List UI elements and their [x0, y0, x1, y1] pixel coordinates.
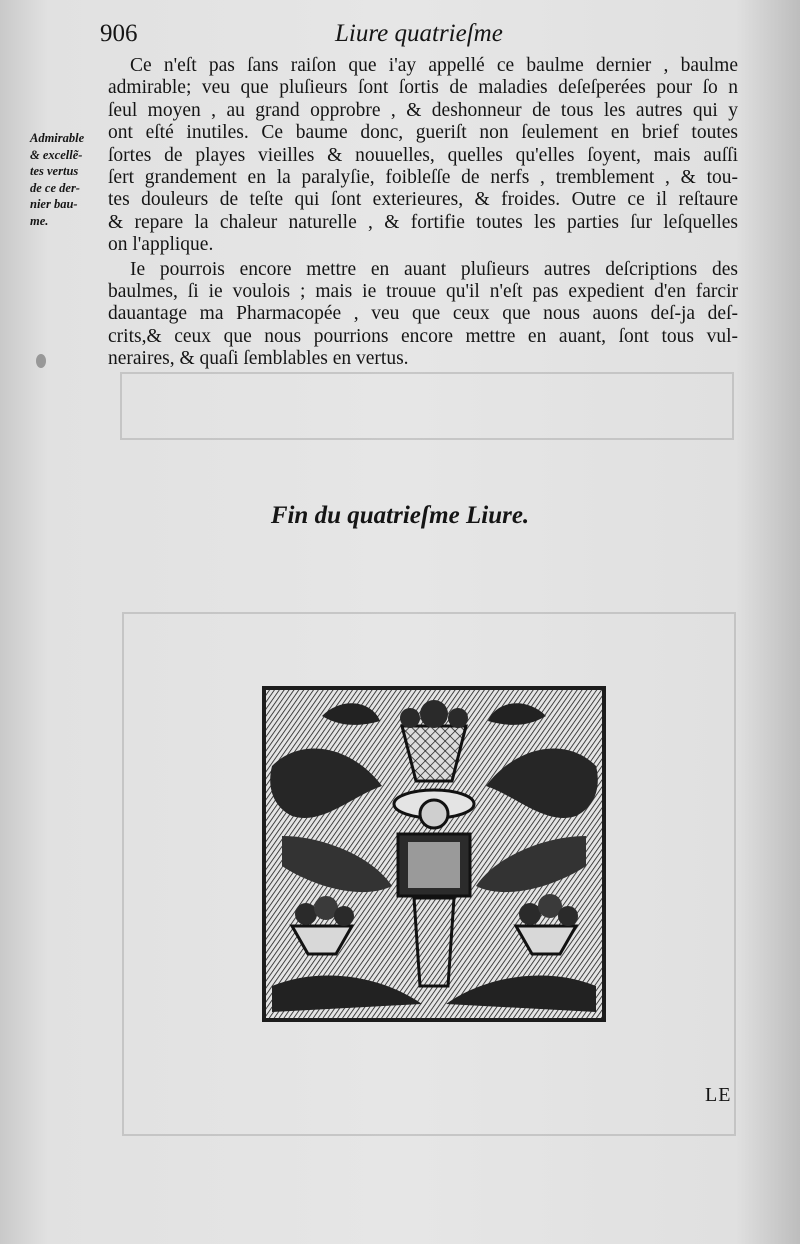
paragraph-2 — [108, 259, 738, 371]
paragraph-1 — [108, 55, 738, 257]
margin-note-line: & excellẽ- — [30, 147, 83, 162]
text-line: ſortes de playes vieilles & nouuelles, quelles qu'elles ſoyent, mais auſſi — [108, 144, 738, 166]
ink-blot — [36, 354, 46, 368]
margin-note-line: nier bau- — [30, 197, 78, 212]
text-line: & repare la chaleur naturelle , & fortifie toutes les parties ſur leſquelles — [108, 211, 738, 233]
running-title: Liure quatrieſme — [335, 20, 503, 47]
body-text — [108, 55, 738, 371]
text-line: Ce n'eſt pas ſans raiſon que i'ay appellé ce baulme dernier , baulme — [130, 55, 738, 76]
margin-note — [30, 130, 102, 230]
text-line: ont eſté inutiles. Ce baume donc, gueriſt non ſeulement en brief toutes — [108, 122, 738, 144]
floral-woodcut-ornament-icon — [262, 686, 606, 1022]
margin-note-line: me. — [30, 213, 49, 228]
margin-note-line: tes vertus — [30, 164, 79, 179]
text-line: dauantage ma Pharmacopée , veu que ceux que nous auons deſ-ja deſ- — [108, 303, 738, 325]
text-line: crits,& ceux que nous pourrions encore mettre en auant, ſont tous vul- — [108, 325, 738, 347]
text-line: tes douleurs de teſte qui ſont exterieures, & froides. Outre ce il reſtaure — [108, 189, 738, 211]
text-line: neraires, & quaſi ſemblables en vertus. — [108, 348, 409, 370]
catchword: LE — [705, 1084, 732, 1106]
page-number: 906 — [100, 20, 138, 47]
text-line: on l'applique. — [108, 234, 214, 256]
show-through-frame-top — [120, 372, 734, 440]
page-header — [100, 20, 740, 54]
text-line: ſeul moyen , au grand opprobre , & deshonneur de tous les autres qui y — [108, 99, 738, 121]
closing-title: Fin du quatrieſme Liure. — [270, 502, 530, 529]
text-line: Ie pourrois encore mettre en auant pluſieurs autres deſcriptions des — [130, 258, 738, 280]
margin-note-line: Admirable — [30, 131, 85, 145]
text-line: admirable; veu que pluſieurs ſont ſortis de maladies deſeſperées pour ſo n — [108, 77, 738, 99]
text-line: ſert grandement en la paralyſie, foibleſſe de nerfs , tremblement , & tou- — [108, 167, 738, 189]
text-line: baulmes, ſi ie voulois ; mais ie trouue qu'il n'eſt pas expedient d'en farcir — [108, 281, 738, 303]
margin-note-line: de ce der- — [30, 180, 80, 195]
